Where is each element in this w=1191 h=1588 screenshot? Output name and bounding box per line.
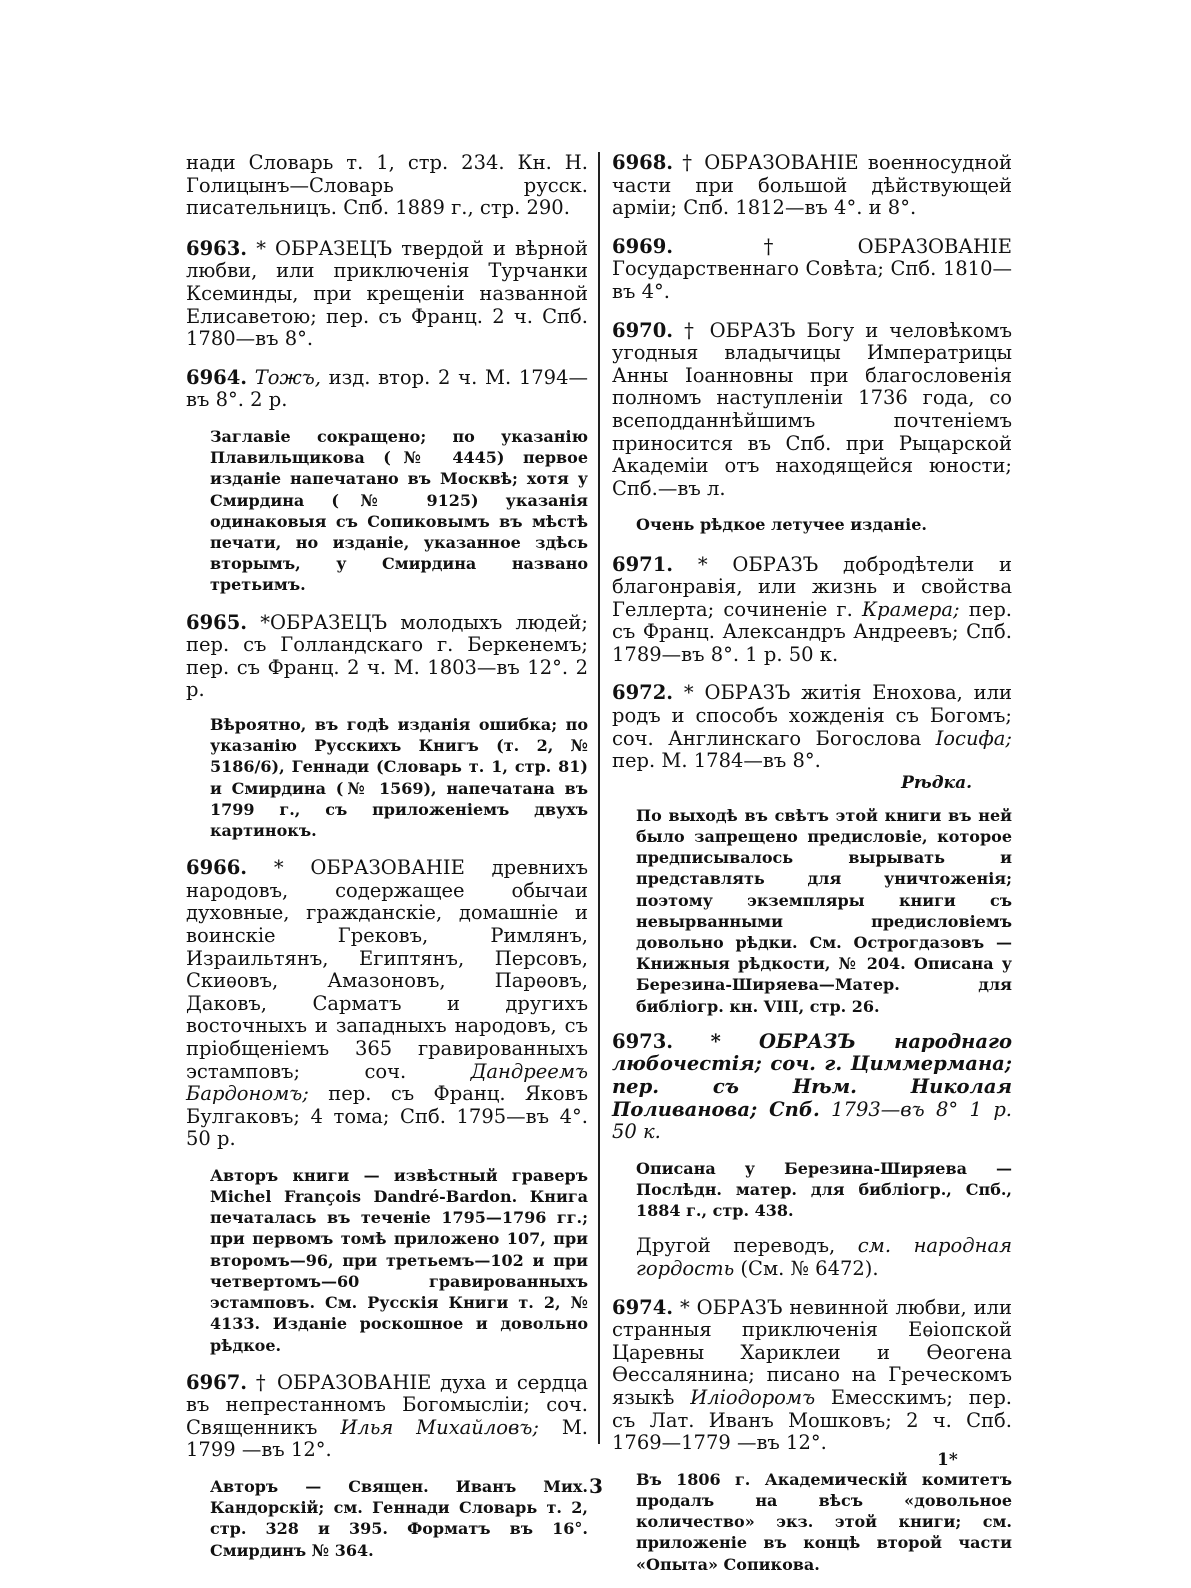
entry-number: 6969. [612,234,674,258]
entry-text: (См. № 6472). [740,1257,879,1281]
entry-6963 [186,238,588,351]
entry-text: Другой переводъ, [636,1234,836,1258]
entry-6974 [612,1297,1012,1455]
entry-text: изд. втор. 2 ч. М. 1794—въ 8°. 2 р. [186,365,588,412]
entry-6973 [612,1031,1012,1144]
entry-text: †ОБРАЗОВАНІЕ Государственнаго Совѣта; Спб. 1810—въ 4°. [612,234,1012,303]
entry-text: Емесскимъ; пер. съ Лат. Иванъ Мошковъ; 2 ч. Спб. 1769—1779 —въ 12°. [612,1386,1013,1455]
entry-6972 [612,682,1012,772]
entry-text: * ОБРАЗЪ житія Енохова, или родъ и способъ хожденія съ Богомъ; соч. Англинскаго Богослова [612,681,1012,750]
entry-number: 6974. [612,1295,674,1319]
entry-number: 6973. [612,1029,674,1053]
note-6973: Описана у Березина-Ширяева — Послѣдн. матер. для библіогр., Спб., 1884 г., стр. 438. [636,1158,1012,1221]
entry-text: М. 1799 —въ 12°. [186,1415,588,1462]
column-divider [598,152,600,1444]
entry-number: 6966. [186,856,248,880]
entry-text: * ОБРАЗЪ добродѣтели и благонравія, или жизнь и свойства Геллерта; сочиненіе г. [612,552,1013,621]
note-6973-crossref [636,1235,1012,1280]
entry-text: пер. М. 1784—въ 8°. [612,749,821,773]
note-6966: Авторъ книги — извѣстный граверъ Michel François Dandré-Bardon. Книга печаталась въ теченіе 1795—1796 гг.; при первомъ томѣ приложено 107, при второмъ—96, при третьемъ—102 и при четвертомъ—60 гравированныхъ эстамповъ. См. Русскія Книги т. 2, № 4133. Изданіе роскошное и довольно рѣдкое. [210,1165,588,1355]
note-6972: По выходѣ въ свѣтъ этой книги въ ней было запрещено предисловіе, которое предписывалось вырывать и представлять для уничтоженія; поэтому экземпляры книги съ невырванными предисловіемъ довольно рѣдки. См. Острогдазовъ — Книжныя рѣдкости, № 204. Описана у Березина-Ширяева—Матер. для библіогр. кн. VIII, стр. 26. [636,805,1012,1016]
entry-italic: Тожъ, [254,365,321,389]
entry-number: 6971. [612,552,674,576]
entry-italic: Крамера; [862,597,960,621]
entry-number: 6967. [186,1370,248,1394]
entry-text: † ОБРАЗОВАНІЕ духа и сердца въ непрестанномъ Богомысліи; соч. Священникъ [186,1370,588,1439]
note-6974: Въ 1806 г. Академическій комитетъ продалъ на вѣсъ «довольное количество» экз. этой книги; см. приложеніе въ концѣ второй части «Опыта» Сопикова. [636,1469,1012,1574]
entry-number: 6970. [612,318,674,342]
entry-number: 6968. [612,151,674,174]
left-column [186,152,588,1561]
entry-text: * ОБРАЗОВАНІЕ древнихъ народовъ, содержащее обычаи духовные, гражданскіе, домашніе и воинскіе Грековъ, Римлянъ, Израильтянъ, Египтянъ, Персовъ, Скиѳовъ, Амазоновъ, Парѳовъ, Даковъ, Сарматъ и другихъ восточныхъ и западныхъ народовъ, съ пріобщеніемъ 365 гравированныхъ эстамповъ; соч. [186,856,589,1083]
entry-continuation: нади Словарь т. 1, стр. 234. Кн. Н. Голицынъ—Словарь русск. писательницъ. Спб. 1889 г., стр. 290. [186,151,588,220]
entry-number: 6972. [612,681,674,705]
rarity-mark: Рѣдка. [901,772,972,793]
entry-italic: * ОБРАЗЪ народнаго любочестія; соч. г. Циммермана; пер. съ Нѣм. Николая Поливанова; Спб. [612,1029,1012,1121]
entry-text: *ОБРАЗЕЦЪ молодыхъ людей; пер. съ Голландскаго г. Беркенемъ; пер. съ Франц. 2 ч. М. 1803—въ 12°. 2 р. [186,610,588,702]
entry-text: † ОБРАЗОВАНІЕ военносудной части при большой дѣйствующей арміи; Спб. 1812—въ 4°. и 8°. [612,151,1012,220]
signature-mark: 1* [937,1450,958,1470]
entry-text: пер. съ Франц. Яковъ Булгаковъ; 4 тома; Спб. 1795—въ 4°. 50 р. [186,1082,588,1151]
entry-6969 [612,236,1012,304]
entry-italic: Илья Михайловъ; [340,1415,539,1439]
entry-number: 6964. [186,365,248,389]
entry-6971 [612,554,1012,667]
note-6967: Авторъ — Священ. Иванъ Мих. Кандорскій; см. Геннади Словарь т. 2, стр. 328 и 395. Форматъ въ 16°. Смирдинъ № 364. [210,1477,588,1560]
note-6964: Заглавіе сокращено; по указанію Плавильщикова (№ 4445) первое изданіе напечатано въ Москвѣ; хотя у Смирдина (№ 9125) указанія одинаковыя съ Сопиковымъ въ мѣстѣ печати, но изданіе, указанное здѣсь вторымъ, у Смирдина названо третьимъ. [210,426,588,595]
note-6970: Очень рѣдкое летучее изданіе. [636,515,927,535]
right-column [612,152,1012,1575]
entry-italic: Дандреемъ Бардономъ; [186,1059,588,1106]
entry-6968 [612,152,1012,220]
entry-italic: Іосифа; [935,726,1012,750]
entry-6967 [186,1372,588,1462]
entry-number: 6963. [186,236,248,260]
entry-text: * ОБРАЗЕЦЪ твердой и вѣрной любви, или приключенія Турчанки Ксеминды, при крещеніи названной Елисаветою; пер. съ Франц. 2 ч. Спб. 1780—въ 8°. [186,236,588,351]
entry-text: пер. съ Франц. Александръ Андреевъ; Спб. 1789—въ 8°. 1 р. 50 к. [612,597,1012,666]
entry-6965 [186,612,588,702]
entry-italic: Иліодоромъ [690,1386,816,1410]
entry-text: † ОБРАЗЪ Богу и человѣкомъ угодныя владычицы Императрицы Анны Іоанновны при благословенія полномъ наступленіи 1736 года, со всеподданнѣйшимъ почтеніемъ приносится въ Спб. при Рыцарской Академіи отъ находящейся юности; Спб.—въ л. [612,318,1012,500]
entry-number: 6965. [186,610,248,634]
entry-6966 [186,857,588,1151]
note-6965: Вѣроятно, въ годѣ изданія ошибка; по указанію Русскихъ Книгъ (т. 2, № 5186/6), Геннади (Словарь т. 1, стр. 81) и Смирдина (№ 1569), напечатана въ 1799 г., съ приложеніемъ двухъ картинокъ. [210,714,588,840]
entry-6970 [612,320,1012,501]
entry-text: * ОБРАЗЪ невинной любви, или странныя приключенія Еѳіопской Царевны Хариклеи и Ѳеогена Ѳессалянина; писано на Греческомъ языкѣ [612,1295,1012,1410]
entry-italic: см. народная гордость [636,1234,1013,1281]
entry-text: 1793—въ 8° 1 р. 50 к. [612,1097,1012,1144]
page-number: 3 [589,1474,603,1498]
entry-6964 [186,367,588,412]
